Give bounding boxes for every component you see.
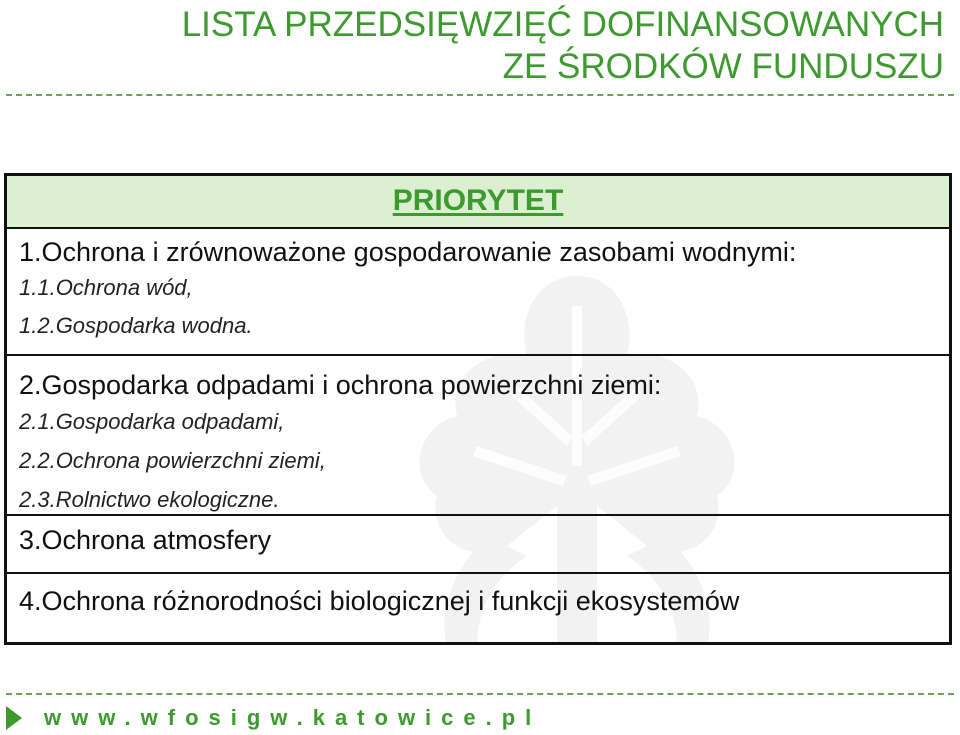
priority-row-1-item-2: 1.2.Gospodarka wodna. [19,313,253,338]
page-title [44,4,944,88]
footer-website-link[interactable]: www.wfosigw.katowice.pl [44,705,542,730]
table-header-label: PRIORYTET [392,184,564,217]
priority-row-3-title: 3.Ochrona atmosfery [19,525,272,555]
priority-row-3 [7,516,949,574]
priority-table [4,173,952,645]
priority-row-1 [7,229,949,356]
priority-row-2 [7,356,949,516]
priority-row-2-title: 2.Gospodarka odpadami i ochrona powierzchni ziemi: [19,370,662,400]
priority-row-2-item-1: 2.1.Gospodarka odpadami, [19,409,285,434]
arrow-right-icon [6,706,22,730]
top-divider [6,94,954,96]
priority-row-1-title: 1.Ochrona i zrównoważone gospodarowanie zasobami wodnymi: [19,237,797,267]
bottom-divider [6,693,954,695]
footer [6,703,541,733]
priority-row-4 [7,574,949,644]
page-title-line-2: ZE ŚRODKÓW FUNDUSZU [502,47,944,86]
table-header [7,176,949,229]
priority-row-2-item-2: 2.2.Ochrona powierzchni ziemi, [19,448,326,473]
priority-row-4-title: 4.Ochrona różnorodności biologicznej i funkcji ekosystemów [19,586,740,616]
priority-row-2-item-3: 2.3.Rolnictwo ekologiczne. [19,487,280,512]
priority-row-1-item-1: 1.1.Ochrona wód, [19,275,193,300]
page-title-line-1: LISTA PRZEDSIĘWZIĘĆ DOFINANSOWANYCH [181,5,944,44]
